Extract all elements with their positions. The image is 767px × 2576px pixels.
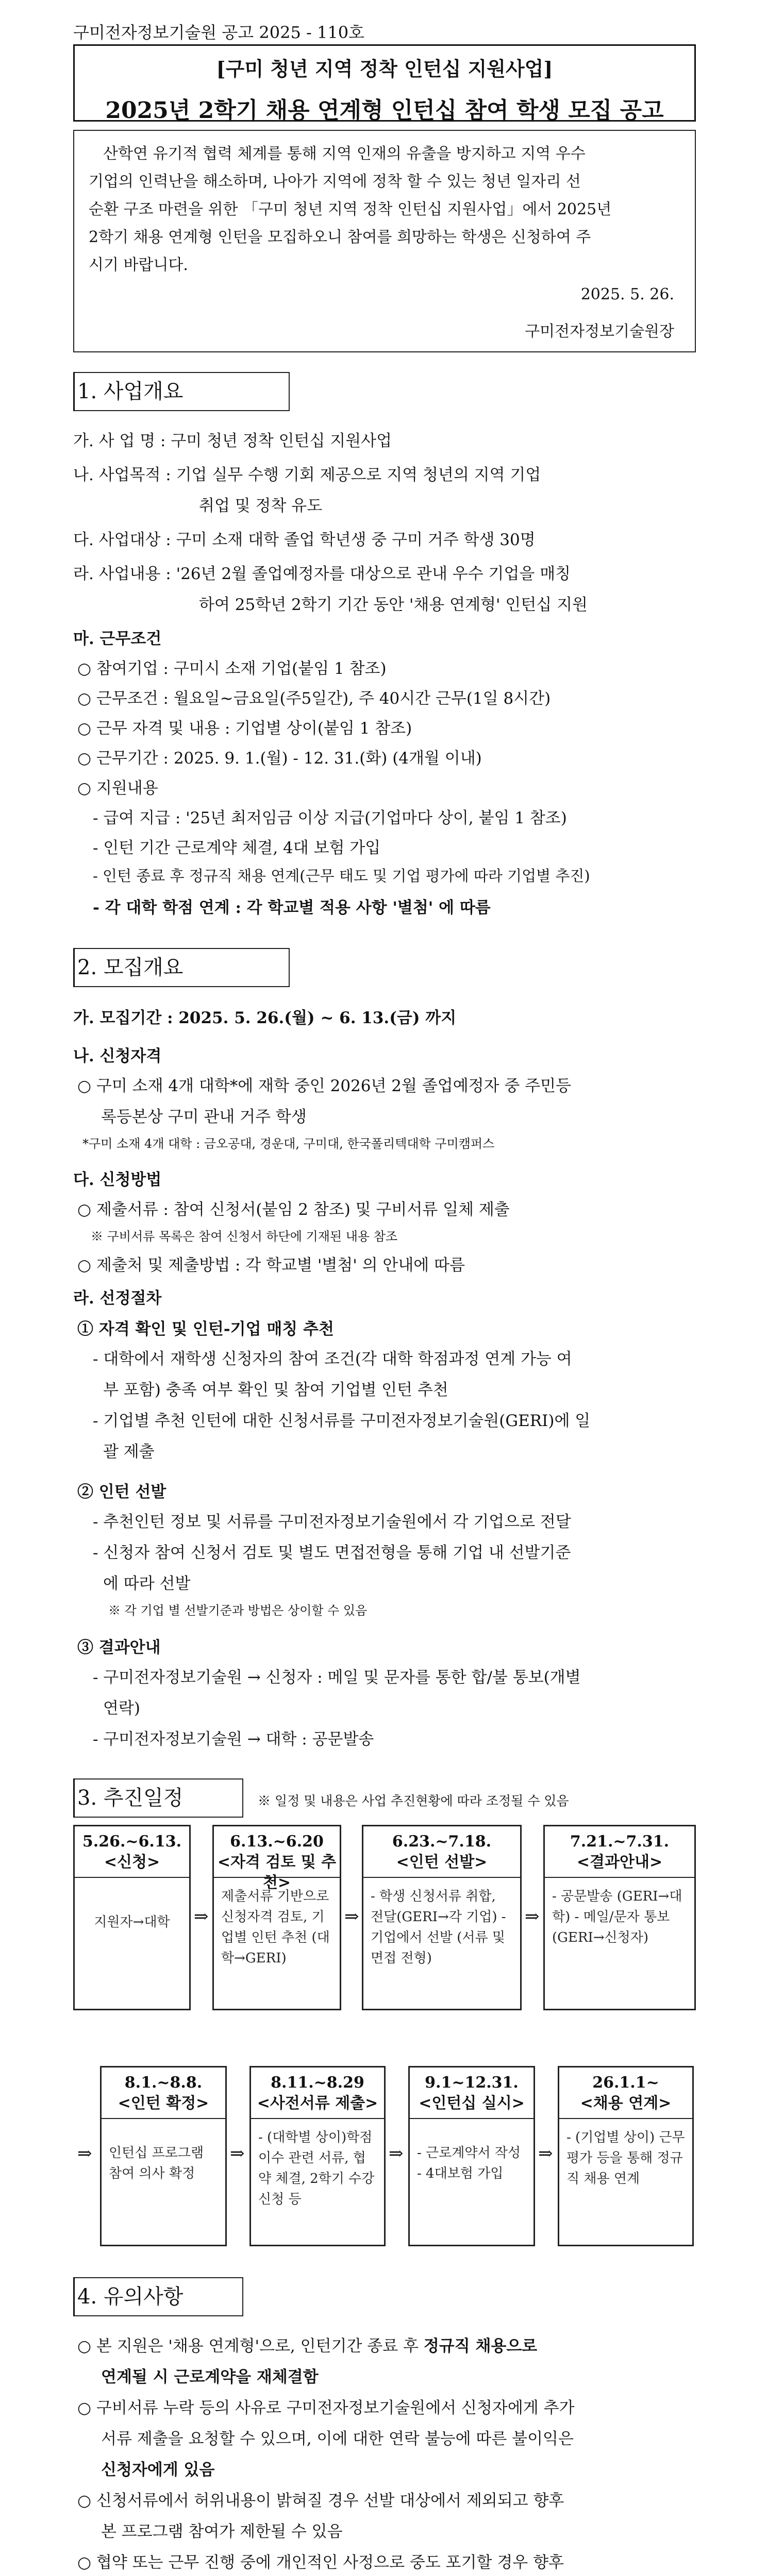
flow-step-internship: 9.1~12.31. <인턴십 실시> - 근로계약서 작성 - 4대보험 가입 — [408, 2066, 535, 2246]
s4-note-1b: 연계될 시 근로계약을 재체결함 — [101, 2368, 319, 2386]
s1-purpose-cont: 취업 및 정착 유도 — [199, 497, 323, 515]
s2-method-submit: ○ 제출처 및 제출방법 : 각 학교별 '별첨' 의 안내에 따름 — [77, 1256, 465, 1275]
title-program: [구미 청년 지역 정착 인턴십 지원사업] — [216, 57, 553, 80]
s2-step-2c: 에 따라 선발 — [103, 1574, 191, 1593]
s4-note-3a: ○ 신청서류에서 허위내용이 밝혀질 경우 선발 대상에서 제외되고 향후 — [77, 2492, 564, 2510]
s1-target: 다. 사업대상 : 구미 소재 대학 졸업 학년생 중 구미 거주 학생 30명 — [73, 531, 536, 549]
flow-step-result: 7.21.~7.31. <결과안내> - 공문발송 (GERI→대학) - 메일/문자 통보 (GERI→신청자) — [543, 1825, 696, 2010]
s2-step-2d: ※ 각 기업 별 선발기준과 방법은 상이할 수 있음 — [108, 1603, 368, 1618]
flow-step-confirm: 8.1.~8.8. <인턴 확정> 인턴십 프로그램 참여 의사 확정 — [100, 2066, 227, 2246]
section-3-heading: 3. 추진일정 — [73, 1778, 243, 1818]
s2-step-2: ② 인턴 선발 — [77, 1483, 166, 1501]
arrow-7-icon: ⇒ — [538, 2143, 553, 2164]
s4-note-3b: 본 프로그램 참여가 제한될 수 있음 — [101, 2522, 343, 2541]
flow-step-hire: 26.1.1~ <채용 연계> - (기업별 상이) 근무 평가 등을 통해 정규직 채용 연계 — [558, 2066, 694, 2246]
arrow-3-icon: ⇒ — [525, 1906, 540, 1927]
s2-elig-1: ○ 구미 소재 4개 대학*에 재학 중인 2026년 2월 졸업예정자 중 주민등 — [77, 1077, 572, 1095]
s4-note-2b: 서류 제출을 요청할 수 있으며, 이에 대한 연락 불능에 따른 불이익은 — [101, 2430, 574, 2448]
s2-selection: 라. 선정절차 — [73, 1289, 162, 1308]
s4-note-2c: 신청자에게 있음 — [101, 2461, 215, 2479]
s1-support-hire: - 인턴 종료 후 정규직 채용 연계(근무 태도 및 기업 평가에 따라 기업별 추진) — [93, 867, 590, 885]
section-2-heading: 2. 모집개요 — [73, 948, 290, 987]
flow-step-review: 6.13.~6.20 <자격 검토 및 추천> 제출서류 기반으로 신청자격 검토, 기업별 인턴 추천 (대학→GERI) — [212, 1825, 341, 2010]
arrow-2-icon: ⇒ — [344, 1906, 359, 1927]
s2-step-3c: - 구미전자정보기술원 → 대학 : 공문발송 — [93, 1730, 374, 1749]
flow-step-docs: 8.11.~8.29 <사전서류 제출> - (대학별 상이)학점 이수 관련 서류, 협약 체결, 2학기 수강 신청 등 — [249, 2066, 386, 2246]
s1-cond-period: ○ 근무기간 : 2025. 9. 1.(월) - 12. 31.(화) (4개월 이내) — [77, 749, 482, 768]
s1-name: 가. 사 업 명 : 구미 청년 정착 인턴십 지원사업 — [73, 432, 392, 450]
flow-step-apply: 5.26.~6.13. <신청> 지원자→대학 — [73, 1825, 191, 2010]
document-number: 구미전자정보기술원 공고 2025 - 110호 — [73, 23, 364, 42]
flow-step-select: 6.23.~7.18. <인턴 선발> - 학생 신청서류 취합, 전달(GERI→각 기업) - 기업에서 선발 (서류 및 면접 전형) — [362, 1825, 522, 2010]
arrow-5-icon: ⇒ — [230, 2143, 245, 2164]
s2-step-1d: 괄 제출 — [103, 1443, 155, 1461]
s2-step-2a: - 추천인턴 정보 및 서류를 구미전자정보기술원에서 각 기업으로 전달 — [93, 1513, 571, 1531]
s2-step-1b: 부 포함) 충족 여부 확인 및 참여 기업별 인턴 추천 — [103, 1381, 448, 1399]
s1-support-insurance: - 인턴 기간 근로계약 체결, 4대 보험 가입 — [93, 839, 381, 857]
s2-step-3b: 연락) — [103, 1699, 140, 1718]
s2-method-docs: ○ 제출서류 : 참여 신청서(붙임 2 참조) 및 구비서류 일체 제출 — [77, 1200, 510, 1219]
s2-eligibility: 나. 신청자격 — [73, 1047, 162, 1065]
s2-step-2b: - 신청자 참여 신청서 검토 및 별도 면접전형을 통해 기업 내 선발기준 — [93, 1544, 571, 1562]
s2-step-1c: - 기업별 추천 인턴에 대한 신청서류를 구미전자정보기술원(GERI)에 일 — [93, 1412, 591, 1430]
s2-step-3: ③ 결과안내 — [77, 1638, 161, 1657]
s1-cond-duty: ○ 근무 자격 및 내용 : 기업별 상이(붙임 1 참조) — [77, 719, 412, 738]
s1-support-credit: - 각 대학 학점 연계 : 각 학교별 적용 사항 '별첨' 에 따름 — [93, 899, 491, 917]
s4-note-2a: ○ 구비서류 누락 등의 사유로 구미전자정보기술원에서 신청자에게 추가 — [77, 2399, 575, 2417]
s2-method-note: ※ 구비서류 목록은 참여 신청서 하단에 기재된 내용 참조 — [91, 1229, 398, 1244]
s2-step-1a: - 대학에서 재학생 신청자의 참여 조건(각 대학 학점과정 연계 가능 여 — [93, 1350, 572, 1368]
s4-note-4a: ○ 협약 또는 근무 진행 중에 개인적인 사정으로 중도 포기할 경우 향후 — [77, 2553, 564, 2572]
arrow-4-icon: ⇒ — [77, 2143, 92, 2164]
s2-method: 다. 신청방법 — [73, 1171, 162, 1189]
s2-period: 가. 모집기간 : 2025. 5. 26.(월) ~ 6. 13.(금) 까지 — [73, 1009, 457, 1027]
arrow-1-icon: ⇒ — [194, 1906, 209, 1927]
section-1-heading: 1. 사업개요 — [73, 372, 290, 411]
s1-cond-support: ○ 지원내용 — [77, 779, 158, 798]
intro-text: 산학연 유기적 협력 체계를 통해 지역 인재의 유출을 방지하고 지역 우수 기업의 인력난을 해소하며, 나아가 지역에 정착 할 수 있는 청년 일자리 선 순환 구조 마련을 위한 「구미 청년 지역 정착 인턴십 지원사업」에서 2025년 2학기 채용 연계형 인턴을 모집하오니 참여를 희망하는 학생은 신청하여 주 시기 바랍니다. — [89, 145, 612, 274]
intro-org: 구미전자정보기술원장 — [525, 323, 674, 341]
s1-purpose: 나. 사업목적 : 기업 실무 수행 기회 제공으로 지역 청년의 지역 기업 — [73, 466, 541, 484]
s1-content-cont: 하여 25학년 2학기 기간 동안 '채용 연계형' 인턴십 지원 — [199, 596, 588, 614]
s4-note-1a: ○ 본 지원은 '채용 연계형'으로, 인턴기간 종료 후 정규직 채용으로 — [77, 2337, 538, 2355]
s1-support-pay: - 급여 지급 : '25년 최저임금 이상 지급(기업마다 상이, 붙임 1 참조) — [93, 809, 567, 827]
page-title: 2025년 2학기 채용 연계형 인턴십 참여 학생 모집 공고 — [105, 97, 664, 124]
intro-box — [73, 130, 696, 352]
s2-elig-note: *구미 소재 4개 대학 : 금오공대, 경운대, 구미대, 한국폴리텍대학 구미캠퍼스 — [82, 1137, 495, 1151]
s3-note: ※ 일정 및 내용은 사업 추진현황에 따라 조정될 수 있음 — [258, 1793, 569, 1808]
s1-content: 라. 사업내용 : '26년 2월 졸업예정자를 대상으로 관내 우수 기업을 매칭 — [73, 565, 571, 583]
s1-conditions: 마. 근무조건 — [73, 630, 162, 648]
intro-date: 2025. 5. 26. — [580, 285, 674, 303]
s2-elig-2: 록등본상 구미 관내 거주 학생 — [101, 1108, 307, 1126]
s1-cond-company: ○ 참여기업 : 구미시 소재 기업(붙임 1 참조) — [77, 659, 387, 678]
s2-step-3a: - 구미전자정보기술원 → 신청자 : 메일 및 문자를 통한 합/불 통보(개별 — [93, 1668, 581, 1687]
title-banner — [73, 44, 696, 122]
s2-step-1: ① 자격 확인 및 인턴-기업 매칭 추천 — [77, 1320, 334, 1338]
arrow-6-icon: ⇒ — [389, 2143, 404, 2164]
s1-cond-hours: ○ 근무조건 : 월요일~금요일(주5일간), 주 40시간 근무(1일 8시간) — [77, 689, 551, 708]
section-4-heading: 4. 유의사항 — [73, 2277, 243, 2316]
